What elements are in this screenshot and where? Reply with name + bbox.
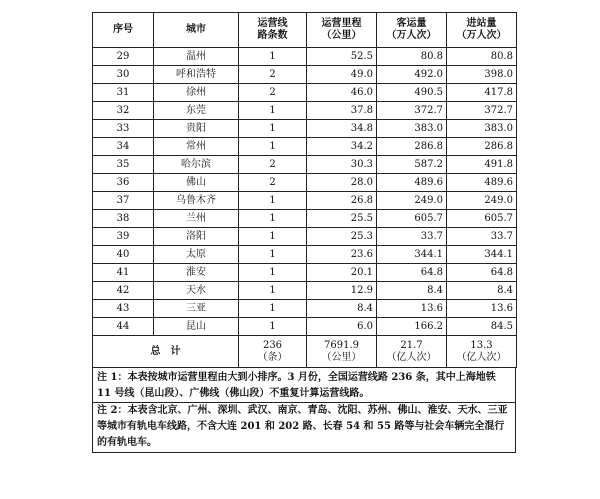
header-city: 城市 xyxy=(154,13,239,48)
total-passengers xyxy=(377,336,447,368)
header-seq: 序号 xyxy=(93,13,154,48)
cell-seq: 41 xyxy=(93,264,154,282)
cell-mileage: 26.8 xyxy=(307,192,377,210)
header-passengers xyxy=(377,13,447,48)
cell-entries: 80.8 xyxy=(447,48,517,66)
cell-lines: 1 xyxy=(239,102,307,120)
cell-passengers: 372.7 xyxy=(377,102,447,120)
header-entries-line1: 进站量 xyxy=(466,18,497,29)
total-mileage-value: 7691.9 xyxy=(324,339,359,351)
cell-lines: 1 xyxy=(239,282,307,300)
header-lines-line2: 路条数 xyxy=(257,30,288,41)
cell-passengers: 383.0 xyxy=(377,120,447,138)
cell-mileage: 28.0 xyxy=(307,174,377,192)
cell-seq: 39 xyxy=(93,228,154,246)
table-row xyxy=(93,156,517,174)
table-row xyxy=(93,48,517,66)
cell-city: 佛山 xyxy=(154,174,239,192)
table-row xyxy=(93,120,517,138)
total-row xyxy=(93,336,517,368)
cell-mileage: 12.9 xyxy=(307,282,377,300)
cell-lines: 2 xyxy=(239,156,307,174)
cell-passengers: 492.0 xyxy=(377,66,447,84)
cell-city: 贵阳 xyxy=(154,120,239,138)
cell-lines: 1 xyxy=(239,48,307,66)
total-entries-unit: （亿人次） xyxy=(456,351,507,363)
cell-seq: 29 xyxy=(93,48,154,66)
cell-city: 哈尔滨 xyxy=(154,156,239,174)
cell-passengers: 166.2 xyxy=(377,318,447,336)
cell-entries: 344.1 xyxy=(447,246,517,264)
cell-entries: 605.7 xyxy=(447,210,517,228)
table-row xyxy=(93,318,517,336)
table-row xyxy=(93,66,517,84)
cell-lines: 1 xyxy=(239,318,307,336)
cell-city: 淮安 xyxy=(154,264,239,282)
cell-mileage: 30.3 xyxy=(307,156,377,174)
cell-seq: 38 xyxy=(93,210,154,228)
cell-entries: 398.0 xyxy=(447,66,517,84)
cell-entries: 33.7 xyxy=(447,228,517,246)
cell-lines: 2 xyxy=(239,84,307,102)
cell-passengers: 249.0 xyxy=(377,192,447,210)
header-lines xyxy=(239,13,307,48)
statistics-sheet xyxy=(92,12,516,453)
cell-passengers: 605.7 xyxy=(377,210,447,228)
cell-passengers: 80.8 xyxy=(377,48,447,66)
total-entries xyxy=(447,336,517,368)
cell-seq: 30 xyxy=(93,66,154,84)
cell-mileage: 34.8 xyxy=(307,120,377,138)
header-mileage-line1: 运营里程 xyxy=(321,18,362,29)
cell-city: 三亚 xyxy=(154,300,239,318)
table-row xyxy=(93,84,517,102)
cell-mileage: 23.6 xyxy=(307,246,377,264)
cell-seq: 43 xyxy=(93,300,154,318)
cell-mileage: 25.5 xyxy=(307,210,377,228)
cell-seq: 44 xyxy=(93,318,154,336)
cell-mileage: 49.0 xyxy=(307,66,377,84)
cell-mileage: 34.2 xyxy=(307,138,377,156)
cell-lines: 1 xyxy=(239,120,307,138)
cell-passengers: 490.5 xyxy=(377,84,447,102)
header-mileage xyxy=(307,13,377,48)
cell-city: 温州 xyxy=(154,48,239,66)
cell-seq: 31 xyxy=(93,84,154,102)
table-row xyxy=(93,282,517,300)
table-row xyxy=(93,228,517,246)
cell-lines: 1 xyxy=(239,300,307,318)
cell-entries: 491.8 xyxy=(447,156,517,174)
cell-entries: 64.8 xyxy=(447,264,517,282)
cell-city: 太原 xyxy=(154,246,239,264)
cell-lines: 1 xyxy=(239,192,307,210)
table-row xyxy=(93,102,517,120)
cell-mileage: 46.0 xyxy=(307,84,377,102)
header-passengers-line2: （万人次） xyxy=(386,30,437,41)
table-row xyxy=(93,264,517,282)
cell-city: 呼和浩特 xyxy=(154,66,239,84)
cell-lines: 1 xyxy=(239,264,307,282)
cell-entries: 84.5 xyxy=(447,318,517,336)
cell-mileage: 25.3 xyxy=(307,228,377,246)
header-lines-line1: 运营线 xyxy=(257,18,288,29)
cell-passengers: 33.7 xyxy=(377,228,447,246)
cell-mileage: 8.4 xyxy=(307,300,377,318)
header-entries xyxy=(447,13,517,48)
total-lines-value: 236 xyxy=(262,339,283,351)
header-mileage-line2: （公里） xyxy=(321,30,362,41)
cell-seq: 35 xyxy=(93,156,154,174)
cell-lines: 2 xyxy=(239,66,307,84)
total-lines xyxy=(239,336,307,368)
cell-lines: 1 xyxy=(239,246,307,264)
cell-city: 东莞 xyxy=(154,102,239,120)
table-body xyxy=(93,48,517,336)
cell-city: 昆山 xyxy=(154,318,239,336)
table-row xyxy=(93,192,517,210)
cell-mileage: 20.1 xyxy=(307,264,377,282)
cell-seq: 36 xyxy=(93,174,154,192)
cell-seq: 40 xyxy=(93,246,154,264)
cell-passengers: 344.1 xyxy=(377,246,447,264)
cell-passengers: 489.6 xyxy=(377,174,447,192)
cell-entries: 249.0 xyxy=(447,192,517,210)
cell-city: 天水 xyxy=(154,282,239,300)
cell-lines: 1 xyxy=(239,138,307,156)
cell-seq: 34 xyxy=(93,138,154,156)
table-row xyxy=(93,174,517,192)
cell-passengers: 587.2 xyxy=(377,156,447,174)
cell-passengers: 13.6 xyxy=(377,300,447,318)
cell-mileage: 37.8 xyxy=(307,102,377,120)
table-row xyxy=(93,246,517,264)
total-mileage-unit: （公里） xyxy=(321,351,362,363)
cell-entries: 372.7 xyxy=(447,102,517,120)
cell-entries: 383.0 xyxy=(447,120,517,138)
note-2: 注 2：本表含北京、广州、深圳、武汉、南京、青岛、沈阳、苏州、佛山、淮安、天水、三亚等城市有轨电车线路，不含大连 201 和 202 路、长春 54 和 55 路等与社会车辆完全混行的有轨电车。 xyxy=(93,402,515,451)
cell-city: 乌鲁木齐 xyxy=(154,192,239,210)
table-row xyxy=(93,210,517,228)
cell-entries: 13.6 xyxy=(447,300,517,318)
cell-seq: 33 xyxy=(93,120,154,138)
cell-entries: 417.8 xyxy=(447,84,517,102)
cell-passengers: 64.8 xyxy=(377,264,447,282)
cell-entries: 286.8 xyxy=(447,138,517,156)
total-passengers-unit: （亿人次） xyxy=(386,351,437,363)
cell-entries: 489.6 xyxy=(447,174,517,192)
cell-lines: 1 xyxy=(239,228,307,246)
note-1: 注 1：本表按城市运营里程由大到小排序。3 月份，全国运营线路 236 条，其中上海地铁 11 号线（昆山段）、广佛线（佛山段）不重复计算运营线路。 xyxy=(97,372,496,399)
total-lines-unit: （条） xyxy=(257,351,288,363)
cell-mileage: 6.0 xyxy=(307,318,377,336)
cell-passengers: 8.4 xyxy=(377,282,447,300)
table-row xyxy=(93,300,517,318)
cell-city: 常州 xyxy=(154,138,239,156)
cell-mileage: 52.5 xyxy=(307,48,377,66)
metro-statistics-table xyxy=(92,12,517,368)
total-passengers-value: 21.7 xyxy=(400,339,423,351)
header-entries-line2: （万人次） xyxy=(456,30,507,41)
cell-seq: 42 xyxy=(93,282,154,300)
header-passengers-line1: 客运量 xyxy=(396,18,427,29)
notes-section xyxy=(92,368,516,453)
cell-city: 兰州 xyxy=(154,210,239,228)
cell-lines: 2 xyxy=(239,174,307,192)
table-row xyxy=(93,138,517,156)
cell-entries: 8.4 xyxy=(447,282,517,300)
total-entries-value: 13.3 xyxy=(470,339,493,351)
cell-seq: 32 xyxy=(93,102,154,120)
cell-seq: 37 xyxy=(93,192,154,210)
cell-city: 洛阳 xyxy=(154,228,239,246)
total-label: 总 计 xyxy=(93,336,239,368)
cell-city: 徐州 xyxy=(154,84,239,102)
cell-passengers: 286.8 xyxy=(377,138,447,156)
header-row xyxy=(93,13,517,48)
cell-lines: 1 xyxy=(239,210,307,228)
total-mileage xyxy=(307,336,377,368)
